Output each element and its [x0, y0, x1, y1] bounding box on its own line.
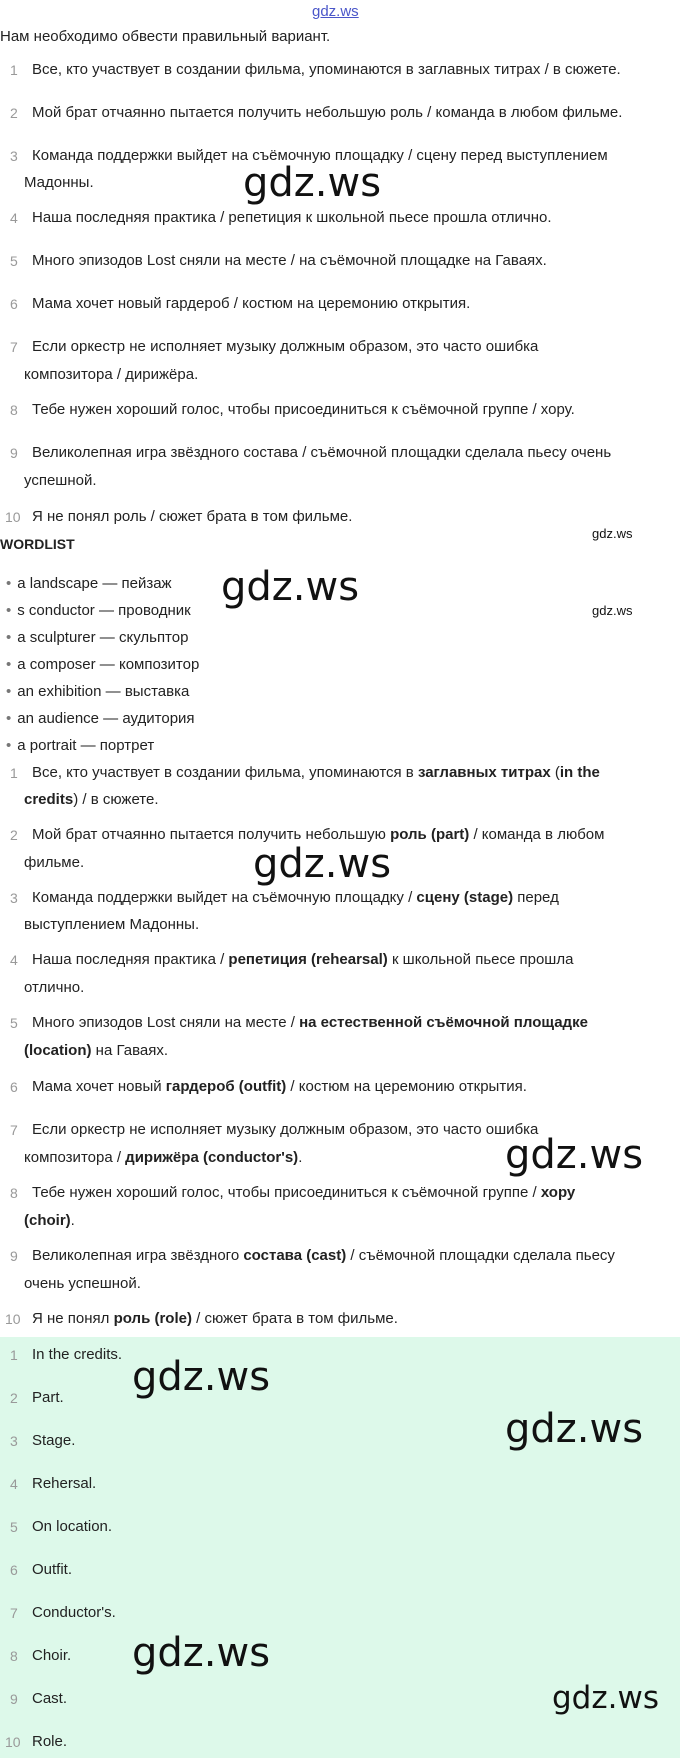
- item-number: 6: [10, 1079, 18, 1095]
- watermark: gdz.ws: [132, 1630, 271, 1676]
- wordlist-item: [6, 651, 199, 678]
- answer-text: Conductor's.: [32, 1604, 116, 1621]
- item-text-line1: Если оркестр не исполняет музыку должным образом, это часто ошибка: [32, 338, 539, 355]
- bullet: •: [6, 575, 12, 592]
- wordlist-item: [6, 597, 191, 624]
- item-number: 4: [10, 952, 18, 968]
- wordlist-item: [6, 678, 189, 705]
- item-text: Я не понял роль (role) / сюжет брата в том фильме.: [32, 1310, 398, 1327]
- item-number: 5: [10, 253, 18, 269]
- item-text: отлично.: [24, 979, 85, 996]
- item-text: Мой брат отчаянно пытается получить небольшую роль (part) / команда в любом: [32, 826, 605, 843]
- watermark: gdz.ws: [552, 1680, 659, 1716]
- watermark: gdz.ws: [505, 1132, 644, 1178]
- item-text: credits) / в сюжете.: [24, 791, 159, 808]
- answer-text: Choir.: [32, 1647, 72, 1664]
- item-number: 8: [10, 1185, 18, 1201]
- bullet: •: [6, 710, 12, 727]
- answer-text: Stage.: [32, 1432, 76, 1449]
- answer-text: Rehersal.: [32, 1475, 97, 1492]
- item-number: 3: [10, 148, 18, 164]
- item-text: Наша последняя практика / репетиция к школьной пьесе прошла отлично.: [32, 209, 552, 226]
- item-text: Если оркестр не исполняет музыку должным образом, это часто ошибка: [32, 1121, 539, 1138]
- item-number: 4: [10, 210, 18, 226]
- item-text: Тебе нужен хороший голос, чтобы присоединиться к съёмочной группе / хору: [32, 1184, 576, 1201]
- watermark: gdz.ws: [505, 1406, 644, 1452]
- item-number: 9: [10, 1691, 18, 1707]
- item-text-line2: композитора / дирижёра.: [24, 366, 199, 383]
- wordlist-item: [6, 705, 195, 732]
- item-text-line1: Великолепная игра звёздного состава / съёмочной площадки сделала пьесу очень: [32, 444, 612, 461]
- wordlist-text: a composer — композитор: [17, 656, 200, 673]
- item-text-line2: Мадонны.: [24, 174, 94, 191]
- item-number: 7: [10, 339, 18, 355]
- item-number: 9: [10, 445, 18, 461]
- item-text: Много эпизодов Lost сняли на месте / на естественной съёмочной площадке: [32, 1014, 588, 1031]
- answer-text: In the credits.: [32, 1346, 123, 1363]
- item-number: 3: [10, 1433, 18, 1449]
- item-number: 9: [10, 1248, 18, 1264]
- item-text: Все, кто участвует в создании фильма, упоминаются в заглавных титрах / в сюжете.: [32, 61, 621, 78]
- item-number: 1: [10, 62, 18, 78]
- item-number: 4: [10, 1476, 18, 1492]
- site-link[interactable]: gdz.ws: [312, 3, 359, 20]
- item-number: 3: [10, 890, 18, 906]
- item-number: 5: [10, 1015, 18, 1031]
- watermark: gdz.ws: [253, 841, 392, 887]
- answer-text: Cast.: [32, 1690, 68, 1707]
- wordlist-heading: WORDLIST: [0, 536, 75, 552]
- item-text: Наша последняя практика / репетиция (rehearsal) к школьной пьесе прошла: [32, 951, 574, 968]
- item-number: 2: [10, 105, 18, 121]
- wordlist-text: a portrait — портрет: [17, 737, 155, 754]
- item-number: 5: [10, 1519, 18, 1535]
- item-text: фильме.: [24, 854, 85, 871]
- item-number: 2: [10, 1390, 18, 1406]
- item-number: 2: [10, 827, 18, 843]
- item-text: Мама хочет новый гардероб / костюм на церемонию открытия.: [32, 295, 471, 312]
- wordlist-item: [6, 624, 188, 651]
- item-text: Великолепная игра звёздного состава (cast) / съёмочной площадки сделала пьесу: [32, 1247, 615, 1264]
- watermark: gdz.ws: [243, 160, 382, 206]
- wordlist-item: [6, 570, 172, 597]
- bullet: •: [6, 602, 12, 619]
- item-number: 6: [10, 296, 18, 312]
- item-number: 8: [10, 402, 18, 418]
- task-instruction: Нам необходимо обвести правильный вариант.: [0, 28, 331, 45]
- wordlist-text: a sculpturer — скульптор: [17, 629, 189, 646]
- item-text: Мама хочет новый гардероб (outfit) / костюм на церемонию открытия.: [32, 1078, 527, 1095]
- item-number: 8: [10, 1648, 18, 1664]
- item-text: композитора / дирижёра (conductor's).: [24, 1149, 303, 1166]
- watermark: gdz.ws: [132, 1354, 271, 1400]
- wordlist-text: s conductor — проводник: [17, 602, 191, 619]
- item-text-line1: Команда поддержки выйдет на съёмочную площадку / сцену перед выступлением: [32, 147, 608, 164]
- wordlist-text: an audience — аудитория: [17, 710, 195, 727]
- wordlist-item: [6, 732, 154, 759]
- item-number: 1: [10, 765, 18, 781]
- item-text: Я не понял роль / сюжет брата в том фильме.: [32, 508, 353, 525]
- answer-text: Role.: [32, 1733, 68, 1750]
- item-text: Много эпизодов Lost сняли на месте / на съёмочной площадке на Гаваях.: [32, 252, 547, 269]
- watermark-small: gdz.ws: [592, 603, 633, 618]
- answer-text: Part.: [32, 1389, 64, 1406]
- item-text: Все, кто участвует в создании фильма, упоминаются в заглавных титрах (in the: [32, 764, 600, 781]
- item-number: 6: [10, 1562, 18, 1578]
- answer-text: Outfit.: [32, 1561, 73, 1578]
- item-text: Команда поддержки выйдет на съёмочную площадку / сцену (stage) перед: [32, 889, 559, 906]
- item-text: Мой брат отчаянно пытается получить небольшую роль / команда в любом фильме.: [32, 104, 623, 121]
- answer-text: On location.: [32, 1518, 113, 1535]
- item-text: выступлением Мадонны.: [24, 916, 200, 933]
- item-number: 7: [10, 1122, 18, 1138]
- item-text: очень успешной.: [24, 1275, 141, 1292]
- item-number: 10: [5, 1311, 21, 1327]
- wordlist-text: a landscape — пейзаж: [17, 575, 172, 592]
- bullet: •: [6, 737, 12, 754]
- watermark-small: gdz.ws: [592, 526, 633, 541]
- bullet: •: [6, 683, 12, 700]
- item-number: 7: [10, 1605, 18, 1621]
- wordlist-text: an exhibition — выставка: [17, 683, 190, 700]
- item-text: (location) на Гаваях.: [24, 1042, 169, 1059]
- item-number: 1: [10, 1347, 18, 1363]
- bullet: •: [6, 629, 12, 646]
- watermark: gdz.ws: [221, 564, 360, 610]
- bullet: •: [6, 656, 12, 673]
- item-number: 10: [5, 509, 21, 525]
- item-text: Тебе нужен хороший голос, чтобы присоединиться к съёмочной группе / хору.: [32, 401, 575, 418]
- item-number: 10: [5, 1734, 21, 1750]
- item-text-line2: успешной.: [24, 472, 97, 489]
- item-text: (choir).: [24, 1212, 75, 1229]
